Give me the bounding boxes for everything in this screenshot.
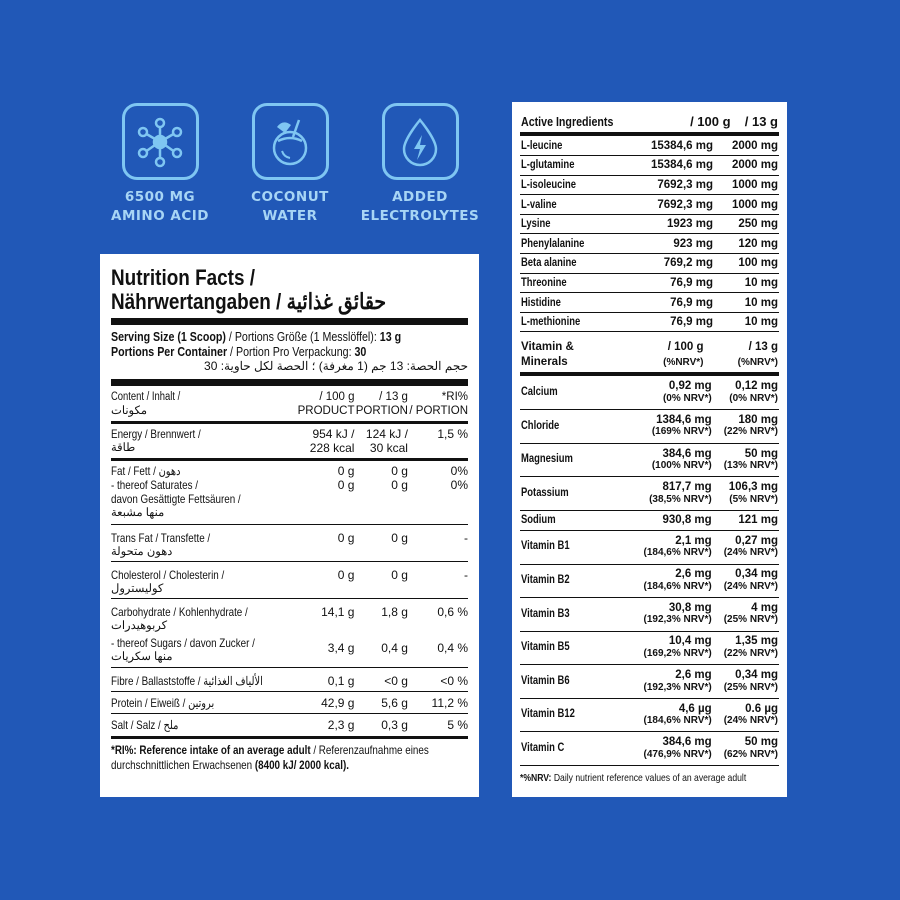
- per-13g-value: 106,3 mg (5% NRV*): [713, 477, 779, 511]
- per-13g-value: 2000 mg: [714, 136, 779, 156]
- nutrient-name: Vitamin C: [520, 732, 630, 766]
- per-100g-value: 923 mg: [627, 234, 714, 254]
- per-13g-value: 1000 mg: [714, 195, 779, 215]
- nutrient-name: Vitamin B3: [520, 598, 630, 632]
- active-ingredients-rows: [520, 136, 779, 332]
- feature-label: COCONUT WATER: [251, 189, 329, 224]
- table-row: Fat / Fett / دهون 0 g 0 g 0%: [111, 464, 468, 478]
- badge-frame: [382, 103, 459, 180]
- table-row: [520, 477, 779, 511]
- per-13g-value: 0,34 mg (25% NRV*): [713, 665, 779, 699]
- feature-label: 6500 MG AMINO ACID: [111, 189, 209, 224]
- per-13g-value: 50 mg (13% NRV*): [713, 443, 779, 477]
- per-13g-value: 50 mg (62% NRV*): [713, 732, 779, 766]
- divider: [111, 379, 468, 386]
- per-100g-value: 384,6 mg (100% NRV*): [630, 443, 713, 477]
- table-row: [520, 530, 779, 564]
- table-row: Energy / Brennwert / طاقة 954 kJ / 228 kcal 124 kJ / 30 kcal 1,5 %: [111, 423, 468, 460]
- table-row: [520, 698, 779, 732]
- table-row: [520, 631, 779, 665]
- per-13g-value: 250 mg: [714, 214, 779, 234]
- active-ingredients-table: [520, 112, 779, 136]
- nutrient-name: Vitamin B6: [520, 665, 630, 699]
- ingredient-name: Phenylalanine: [520, 234, 627, 254]
- per-100g-value: 76,9 mg: [627, 312, 714, 332]
- per-100g-value: 76,9 mg: [627, 293, 714, 313]
- table-row: [520, 665, 779, 699]
- table-row: [520, 195, 779, 215]
- nutrition-table: [111, 390, 468, 739]
- portions-per-container: Portions Per Container / Portion Pro Verpackung: 30: [111, 344, 367, 359]
- vitamins-minerals-table: [520, 340, 779, 376]
- per-100g-value: 15384,6 mg: [627, 136, 714, 156]
- table-row: [520, 510, 779, 530]
- table-row: [520, 156, 779, 176]
- table-row: [520, 175, 779, 195]
- table-row: [520, 410, 779, 444]
- nutrient-name: Vitamin B1: [520, 530, 630, 564]
- table-row: - thereof Saturates / davon Gesättigte Fettsäuren / منها مشبعة 0 g 0 g 0%: [111, 478, 468, 525]
- per-13g-value: 10 mg: [714, 312, 779, 332]
- nutrient-name: Calcium: [520, 376, 630, 410]
- per-100g-value: 2,6 mg (184,6% NRV*): [630, 564, 713, 598]
- nutrition-facts-panel: [100, 254, 479, 797]
- nutrient-name: Sodium: [520, 510, 630, 530]
- table-row: Cholesterol / Cholesterin / كوليسترول 0 g 0 g -: [111, 562, 468, 599]
- table-row: [520, 273, 779, 293]
- table-row: [520, 136, 779, 156]
- table-row: [520, 234, 779, 254]
- nutrient-name: Magnesium: [520, 443, 630, 477]
- table-row: Trans Fat / Transfette / دهون متحولة 0 g 0 g -: [111, 525, 468, 562]
- arabic-serving: حجم الحصة: 13 جم (1 مغرفة) ؛ الحصة لكل حاوية: 30: [204, 359, 468, 373]
- table-row: - thereof Sugars / davon Zucker / منها سكريات 3,4 g 0,4 g 0,4 %: [111, 633, 468, 668]
- ingredient-name: L-leucine: [520, 136, 627, 156]
- nutrition-title-line2: Nährwertangaben / حقائق غذائية: [111, 289, 387, 314]
- divider: [111, 318, 468, 325]
- per-100g-value: 817,7 mg (38,5% NRV*): [630, 477, 713, 511]
- nutrition-title-line1: Nutrition Facts /: [111, 265, 256, 290]
- per-13g-value: 180 mg (22% NRV*): [713, 410, 779, 444]
- feature-amino-acid: [100, 103, 220, 226]
- per-13g-value: 4 mg (25% NRV*): [713, 598, 779, 632]
- table-row: Fibre / Ballaststoffe / الألياف الغذائية 0,1 g <0 g <0 %: [111, 668, 468, 692]
- table-row: [520, 214, 779, 234]
- per-13g-value: 120 mg: [714, 234, 779, 254]
- table-header: Active Ingredients / 100 g / 13 g: [520, 112, 779, 134]
- nutrient-name: Vitamin B12: [520, 698, 630, 732]
- table-row: [520, 443, 779, 477]
- per-13g-value: 10 mg: [714, 273, 779, 293]
- table-row: [520, 376, 779, 410]
- feature-coconut-water: [230, 103, 350, 226]
- per-13g-value: 0.6 µg (24% NRV*): [713, 698, 779, 732]
- ingredient-name: Threonine: [520, 273, 627, 293]
- table-row: [520, 312, 779, 332]
- per-13g-value: 1000 mg: [714, 175, 779, 195]
- per-100g-value: 4,6 µg (184,6% NRV*): [630, 698, 713, 732]
- per-13g-value: 100 mg: [714, 254, 779, 274]
- table-header: Content / Inhalt / مكونات / 100 g PRODUCT / 13 g PORTION *RI% / PORTION: [111, 390, 468, 423]
- per-13g-value: 0,34 mg (24% NRV*): [713, 564, 779, 598]
- table-header: Vitamin & Minerals / 100 g (%NRV*) / 13 g (%NRV*): [520, 340, 779, 374]
- per-100g-value: 1384,6 mg (169% NRV*): [630, 410, 713, 444]
- ingredient-name: Lysine: [520, 214, 627, 234]
- per-13g-value: 0,12 mg (0% NRV*): [713, 376, 779, 410]
- coconut-icon: [263, 115, 317, 169]
- per-13g-value: 0,27 mg (24% NRV*): [713, 530, 779, 564]
- per-100g-value: 0,92 mg (0% NRV*): [630, 376, 713, 410]
- nutrient-name: Potassium: [520, 477, 630, 511]
- feature-badges: [100, 103, 480, 226]
- per-100g-value: 2,1 mg (184,6% NRV*): [630, 530, 713, 564]
- table-row: Carbohydrate / Kohlenhydrate / كربوهيدرات 14,1 g 1,8 g 0,6 %: [111, 605, 468, 632]
- table-row: [520, 564, 779, 598]
- nrv-footnote: *%NRV: Daily nutrient reference values of an average adult: [520, 772, 747, 785]
- per-13g-value: 10 mg: [714, 293, 779, 313]
- feature-label: ADDED ELECTROLYTES: [360, 189, 480, 224]
- per-100g-value: 76,9 mg: [627, 273, 714, 293]
- table-row: [520, 254, 779, 274]
- ingredient-name: L-isoleucine: [520, 175, 627, 195]
- table-row: [520, 293, 779, 313]
- feature-electrolytes: [360, 103, 480, 226]
- per-13g-value: 2000 mg: [714, 156, 779, 176]
- ingredient-name: Histidine: [520, 293, 627, 313]
- active-ingredients-panel: [512, 102, 787, 797]
- ingredient-name: L-valine: [520, 195, 627, 215]
- per-13g-value: 121 mg: [713, 510, 779, 530]
- table-row: Salt / Salz / ملح 2,3 g 0,3 g 5 %: [111, 714, 468, 738]
- nutrient-name: Vitamin B5: [520, 631, 630, 665]
- table-row: [520, 732, 779, 766]
- ingredient-name: L-methionine: [520, 312, 627, 332]
- electrolyte-bolt-icon: [393, 115, 447, 169]
- per-100g-value: 7692,3 mg: [627, 195, 714, 215]
- per-100g-value: 7692,3 mg: [627, 175, 714, 195]
- per-100g-value: 1923 mg: [627, 214, 714, 234]
- per-100g-value: 10,4 mg (169,2% NRV*): [630, 631, 713, 665]
- serving-size: Serving Size (1 Scoop) / Portions Größe (1 Messlöffel): 13 g: [111, 329, 402, 344]
- ri-footnote: *RI%: Reference intake of an average adult / Referenzaufnahme eines durchschnittlichen Erwachsenen (8400 kJ/ 2000 kcal).: [111, 743, 429, 772]
- per-100g-value: 769,2 mg: [627, 254, 714, 274]
- nutrient-name: Chloride: [520, 410, 630, 444]
- badge-frame: [122, 103, 199, 180]
- nutrient-name: Vitamin B2: [520, 564, 630, 598]
- per-100g-value: 384,6 mg (476,9% NRV*): [630, 732, 713, 766]
- badge-frame: [252, 103, 329, 180]
- table-row: [520, 598, 779, 632]
- per-13g-value: 1,35 mg (22% NRV*): [713, 631, 779, 665]
- ingredient-name: L-glutamine: [520, 156, 627, 176]
- per-100g-value: 930,8 mg: [630, 510, 713, 530]
- ingredient-name: Beta alanine: [520, 254, 627, 274]
- per-100g-value: 15384,6 mg: [627, 156, 714, 176]
- molecule-icon: [133, 115, 187, 169]
- per-100g-value: 2,6 mg (192,3% NRV*): [630, 665, 713, 699]
- table-row: Protein / Eiweiß / بروتين 42,9 g 5,6 g 11,2 %: [111, 692, 468, 714]
- per-100g-value: 30,8 mg (192,3% NRV*): [630, 598, 713, 632]
- vitamins-minerals-rows: [520, 376, 779, 766]
